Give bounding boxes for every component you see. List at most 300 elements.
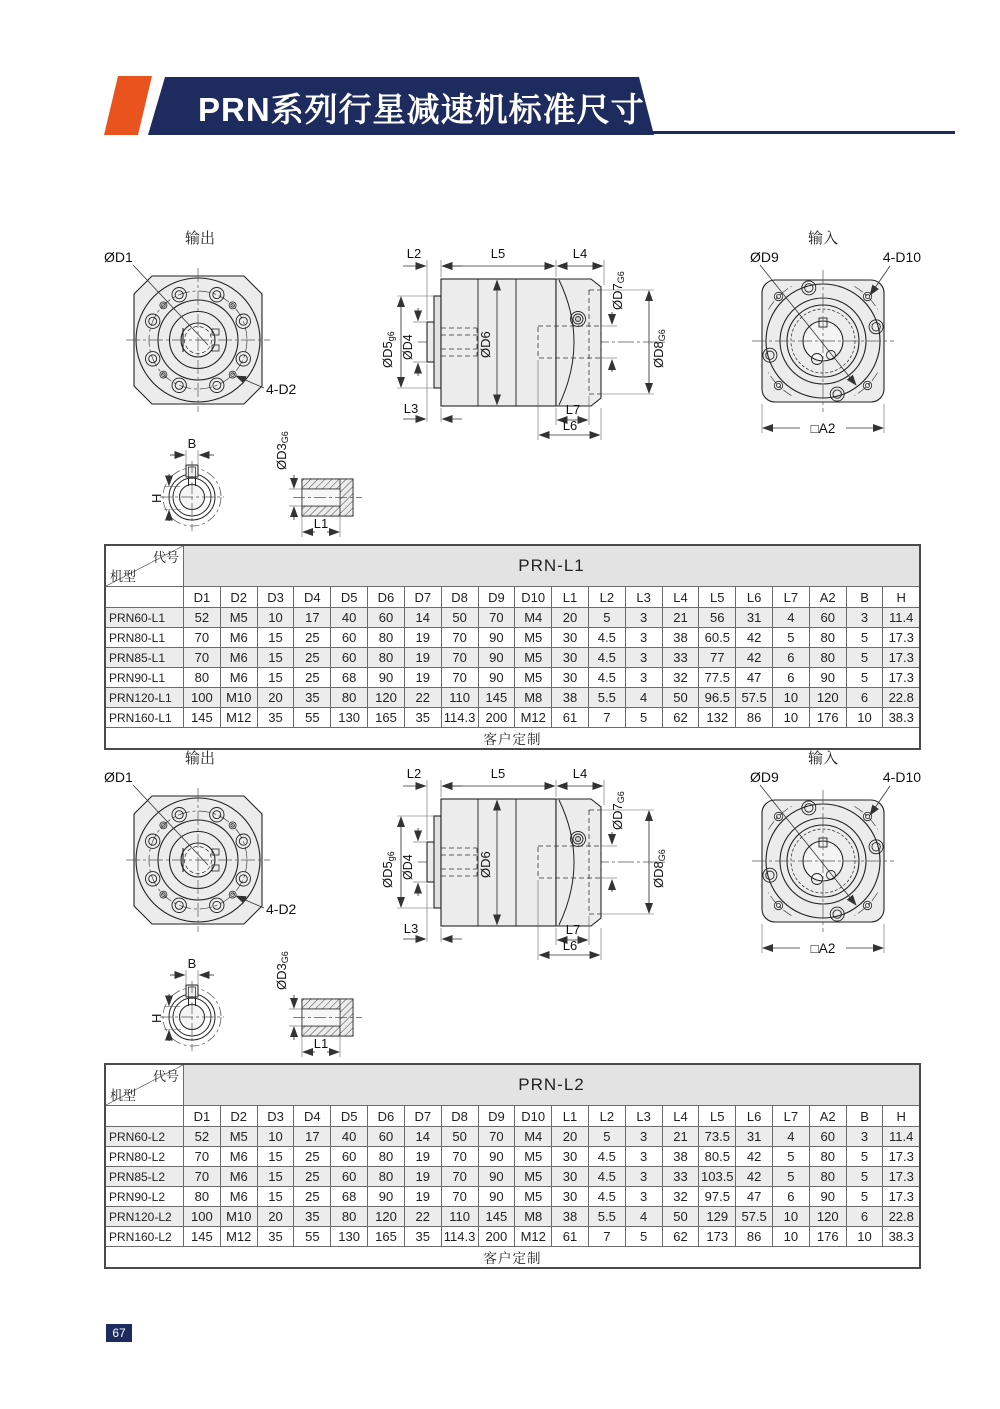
value-cell: 19: [404, 668, 441, 688]
value-cell: M5: [515, 1187, 552, 1207]
value-cell: 3: [625, 1187, 662, 1207]
value-cell: 22: [404, 688, 441, 708]
value-cell: 70: [184, 628, 221, 648]
value-cell: M6: [220, 628, 257, 648]
value-cell: 35: [404, 708, 441, 728]
value-cell: 42: [736, 1147, 773, 1167]
column-header: L6: [736, 587, 773, 608]
value-cell: M5: [515, 628, 552, 648]
column-header: L1: [552, 587, 589, 608]
value-cell: M12: [515, 708, 552, 728]
drawings-section-prn-l1: [0, 224, 1000, 542]
table-row: [105, 1227, 920, 1247]
value-cell: 25: [294, 628, 331, 648]
value-cell: M6: [220, 1167, 257, 1187]
value-cell: 35: [257, 708, 294, 728]
value-cell: 62: [662, 708, 699, 728]
value-cell: 30: [552, 1187, 589, 1207]
value-cell: 7: [588, 708, 625, 728]
value-cell: 145: [478, 688, 515, 708]
value-cell: 4.5: [588, 1147, 625, 1167]
value-cell: 80: [184, 668, 221, 688]
empty-header-cell: [105, 587, 184, 608]
value-cell: 176: [809, 1227, 846, 1247]
value-cell: 5: [846, 628, 883, 648]
value-cell: 40: [331, 1127, 368, 1147]
value-cell: 145: [478, 1207, 515, 1227]
value-cell: 6: [773, 648, 810, 668]
drawings-instance-2: [104, 750, 921, 1057]
value-cell: 20: [257, 688, 294, 708]
value-cell: 17.3: [883, 1187, 920, 1207]
model-cell: PRN85-L1: [105, 648, 184, 668]
value-cell: 130: [331, 1227, 368, 1247]
value-cell: 6: [846, 1207, 883, 1227]
value-cell: 6: [773, 668, 810, 688]
column-header: D5: [331, 1106, 368, 1127]
value-cell: M5: [515, 1167, 552, 1187]
table-row: [105, 1147, 920, 1167]
value-cell: 14: [404, 608, 441, 628]
value-cell: 86: [736, 708, 773, 728]
value-cell: M5: [220, 608, 257, 628]
value-cell: 70: [441, 1147, 478, 1167]
value-cell: 5.5: [588, 1207, 625, 1227]
model-cell: PRN60-L1: [105, 608, 184, 628]
column-header: L2: [588, 587, 625, 608]
column-header: L2: [588, 1106, 625, 1127]
value-cell: 10: [846, 708, 883, 728]
value-cell: 70: [441, 1187, 478, 1207]
value-cell: M6: [220, 668, 257, 688]
column-header: B: [846, 1106, 883, 1127]
value-cell: 52: [184, 1127, 221, 1147]
value-cell: 4: [773, 608, 810, 628]
value-cell: 5: [846, 648, 883, 668]
value-cell: 110: [441, 688, 478, 708]
value-cell: M6: [220, 1187, 257, 1207]
model-cell: PRN160-L1: [105, 708, 184, 728]
value-cell: 80: [368, 628, 405, 648]
value-cell: 80: [331, 1207, 368, 1227]
column-header: L6: [736, 1106, 773, 1127]
value-cell: M4: [515, 608, 552, 628]
value-cell: 110: [441, 1207, 478, 1227]
value-cell: 165: [368, 1227, 405, 1247]
column-header: D1: [184, 1106, 221, 1127]
value-cell: 56: [699, 608, 736, 628]
column-header: L5: [699, 587, 736, 608]
column-header-row: [105, 587, 920, 608]
value-cell: M5: [220, 1127, 257, 1147]
value-cell: 132: [699, 708, 736, 728]
value-cell: 4.5: [588, 628, 625, 648]
value-cell: 60: [331, 1147, 368, 1167]
value-cell: 97.5: [699, 1187, 736, 1207]
value-cell: 4: [625, 688, 662, 708]
value-cell: M4: [515, 1127, 552, 1147]
table-row: [105, 668, 920, 688]
value-cell: 42: [736, 648, 773, 668]
column-header: D10: [515, 1106, 552, 1127]
value-cell: 20: [257, 1207, 294, 1227]
value-cell: 176: [809, 708, 846, 728]
value-cell: 100: [184, 688, 221, 708]
value-cell: 5: [846, 1147, 883, 1167]
value-cell: 200: [478, 708, 515, 728]
value-cell: 62: [662, 1227, 699, 1247]
value-cell: 17.3: [883, 1147, 920, 1167]
value-cell: 60: [331, 628, 368, 648]
value-cell: 25: [294, 1187, 331, 1207]
corner-cell: [105, 545, 184, 587]
value-cell: 10: [773, 1227, 810, 1247]
value-cell: 25: [294, 668, 331, 688]
value-cell: 145: [184, 1227, 221, 1247]
value-cell: 80: [368, 1167, 405, 1187]
value-cell: 21: [662, 608, 699, 628]
value-cell: 70: [478, 1127, 515, 1147]
value-cell: 31: [736, 1127, 773, 1147]
value-cell: 4.5: [588, 668, 625, 688]
corner-cell: [105, 1064, 184, 1106]
value-cell: 55: [294, 1227, 331, 1247]
value-cell: M5: [515, 648, 552, 668]
table-footer: 客户定制: [105, 728, 920, 750]
value-cell: M5: [515, 668, 552, 688]
column-header: L1: [552, 1106, 589, 1127]
value-cell: 68: [331, 668, 368, 688]
value-cell: 90: [368, 668, 405, 688]
model-cell: PRN80-L2: [105, 1147, 184, 1167]
column-header: D9: [478, 587, 515, 608]
value-cell: 3: [846, 608, 883, 628]
value-cell: M10: [220, 1207, 257, 1227]
value-cell: 61: [552, 1227, 589, 1247]
column-header: A2: [809, 587, 846, 608]
value-cell: 6: [846, 688, 883, 708]
value-cell: 42: [736, 628, 773, 648]
value-cell: M12: [220, 708, 257, 728]
column-header: A2: [809, 1106, 846, 1127]
value-cell: 5: [773, 628, 810, 648]
corner-label-bottom: 机型: [110, 569, 137, 584]
value-cell: M8: [515, 1207, 552, 1227]
column-header: D4: [294, 1106, 331, 1127]
dimension-table-prn-l2: [104, 1063, 921, 1269]
table-footer: 客户定制: [105, 1247, 920, 1269]
value-cell: 19: [404, 1147, 441, 1167]
corner-label-top: 代号: [152, 1069, 179, 1084]
value-cell: 90: [478, 1187, 515, 1207]
value-cell: 52: [184, 608, 221, 628]
value-cell: 35: [294, 1207, 331, 1227]
column-header: D7: [404, 1106, 441, 1127]
value-cell: 60: [331, 1167, 368, 1187]
value-cell: 57.5: [736, 688, 773, 708]
value-cell: 11.4: [883, 1127, 920, 1147]
value-cell: 120: [368, 1207, 405, 1227]
value-cell: 70: [184, 1147, 221, 1167]
group-header: PRN-L2: [184, 1064, 921, 1106]
column-header: D2: [220, 1106, 257, 1127]
value-cell: 90: [478, 668, 515, 688]
value-cell: 33: [662, 1167, 699, 1187]
value-cell: 38: [552, 688, 589, 708]
column-header: D9: [478, 1106, 515, 1127]
value-cell: 35: [294, 688, 331, 708]
value-cell: 25: [294, 648, 331, 668]
value-cell: 80: [368, 648, 405, 668]
value-cell: 47: [736, 1187, 773, 1207]
column-header: L3: [625, 1106, 662, 1127]
table-row: [105, 628, 920, 648]
banner-orange-accent: [104, 76, 152, 135]
column-header: D3: [257, 1106, 294, 1127]
value-cell: 19: [404, 648, 441, 668]
value-cell: M12: [220, 1227, 257, 1247]
table-row: [105, 608, 920, 628]
model-cell: PRN120-L2: [105, 1207, 184, 1227]
value-cell: 4.5: [588, 1187, 625, 1207]
value-cell: 68: [331, 1187, 368, 1207]
value-cell: 90: [478, 628, 515, 648]
value-cell: M12: [515, 1227, 552, 1247]
value-cell: 60: [368, 1127, 405, 1147]
value-cell: 22.8: [883, 1207, 920, 1227]
value-cell: 200: [478, 1227, 515, 1247]
value-cell: 103.5: [699, 1167, 736, 1187]
table-row: [105, 1167, 920, 1187]
value-cell: 120: [809, 1207, 846, 1227]
value-cell: 15: [257, 1187, 294, 1207]
value-cell: 35: [257, 1227, 294, 1247]
value-cell: 4.5: [588, 1167, 625, 1187]
value-cell: 5: [625, 1227, 662, 1247]
value-cell: 19: [404, 628, 441, 648]
model-cell: PRN80-L1: [105, 628, 184, 648]
column-header: L4: [662, 587, 699, 608]
value-cell: 5: [846, 1167, 883, 1187]
column-header: D2: [220, 587, 257, 608]
value-cell: 22: [404, 1207, 441, 1227]
value-cell: 3: [625, 1127, 662, 1147]
value-cell: 129: [699, 1207, 736, 1227]
value-cell: 17.3: [883, 648, 920, 668]
corner-label-top: 代号: [152, 550, 179, 565]
value-cell: 10: [773, 708, 810, 728]
value-cell: 30: [552, 648, 589, 668]
value-cell: 70: [441, 648, 478, 668]
value-cell: 114.3: [441, 1227, 478, 1247]
value-cell: 3: [625, 668, 662, 688]
value-cell: 6: [773, 1187, 810, 1207]
value-cell: 120: [368, 688, 405, 708]
value-cell: 38.3: [883, 708, 920, 728]
value-cell: 5: [625, 708, 662, 728]
value-cell: 42: [736, 1167, 773, 1187]
column-header: D1: [184, 587, 221, 608]
value-cell: 57.5: [736, 1207, 773, 1227]
value-cell: 38: [662, 628, 699, 648]
value-cell: 3: [625, 628, 662, 648]
value-cell: 70: [478, 608, 515, 628]
value-cell: 22.8: [883, 688, 920, 708]
column-header: L5: [699, 1106, 736, 1127]
drawings-section-prn-l2: [0, 744, 1000, 1062]
group-header-row: [105, 1064, 920, 1106]
value-cell: 4: [625, 1207, 662, 1227]
value-cell: 10: [773, 1207, 810, 1227]
value-cell: 17.3: [883, 1167, 920, 1187]
value-cell: 17: [294, 1127, 331, 1147]
drawings-instance-1: [104, 230, 921, 537]
column-header: H: [883, 587, 920, 608]
value-cell: 30: [552, 1147, 589, 1167]
value-cell: 5.5: [588, 688, 625, 708]
corner-label-bottom: 机型: [110, 1088, 137, 1103]
value-cell: 70: [184, 648, 221, 668]
value-cell: M8: [515, 688, 552, 708]
banner-underline: [610, 131, 955, 134]
value-cell: 165: [368, 708, 405, 728]
value-cell: 20: [552, 608, 589, 628]
column-header: D5: [331, 587, 368, 608]
value-cell: 50: [441, 608, 478, 628]
value-cell: 10: [846, 1227, 883, 1247]
value-cell: 3: [625, 608, 662, 628]
page-title: PRN系列行星减速机标准尺寸: [198, 91, 645, 128]
value-cell: 15: [257, 628, 294, 648]
value-cell: 10: [773, 688, 810, 708]
value-cell: 5: [846, 1187, 883, 1207]
value-cell: 60: [809, 1127, 846, 1147]
column-header: H: [883, 1106, 920, 1127]
value-cell: 96.5: [699, 688, 736, 708]
value-cell: 19: [404, 1167, 441, 1187]
value-cell: M6: [220, 1147, 257, 1167]
value-cell: 32: [662, 1187, 699, 1207]
value-cell: 70: [441, 628, 478, 648]
model-cell: PRN85-L2: [105, 1167, 184, 1187]
value-cell: 3: [846, 1127, 883, 1147]
value-cell: 17: [294, 608, 331, 628]
value-cell: 60: [809, 608, 846, 628]
value-cell: 31: [736, 608, 773, 628]
value-cell: 80: [368, 1147, 405, 1167]
value-cell: 80: [809, 628, 846, 648]
value-cell: 70: [184, 1167, 221, 1187]
value-cell: 15: [257, 648, 294, 668]
column-header: L7: [773, 587, 810, 608]
value-cell: 5: [846, 668, 883, 688]
value-cell: 38: [552, 1207, 589, 1227]
value-cell: 30: [552, 1167, 589, 1187]
group-header-row: [105, 545, 920, 587]
value-cell: 30: [552, 668, 589, 688]
value-cell: 25: [294, 1167, 331, 1187]
table-row: [105, 708, 920, 728]
value-cell: 32: [662, 668, 699, 688]
column-header-row: [105, 1106, 920, 1127]
footer-row: [105, 1247, 920, 1269]
value-cell: 3: [625, 1167, 662, 1187]
value-cell: 114.3: [441, 708, 478, 728]
value-cell: 25: [294, 1147, 331, 1167]
page-number-badge: 67: [106, 1324, 132, 1342]
value-cell: 5: [773, 1167, 810, 1187]
table-row: [105, 648, 920, 668]
value-cell: 4: [773, 1127, 810, 1147]
value-cell: 60: [368, 608, 405, 628]
value-cell: 173: [699, 1227, 736, 1247]
value-cell: 90: [809, 1187, 846, 1207]
value-cell: 90: [478, 648, 515, 668]
column-header: B: [846, 587, 883, 608]
table-row: [105, 1187, 920, 1207]
value-cell: 35: [404, 1227, 441, 1247]
value-cell: 77: [699, 648, 736, 668]
column-header: D6: [368, 1106, 405, 1127]
value-cell: 4.5: [588, 648, 625, 668]
value-cell: 86: [736, 1227, 773, 1247]
column-header: D10: [515, 587, 552, 608]
value-cell: 15: [257, 1147, 294, 1167]
model-cell: PRN90-L1: [105, 668, 184, 688]
group-header: PRN-L1: [184, 545, 921, 587]
value-cell: 77.5: [699, 668, 736, 688]
value-cell: 100: [184, 1207, 221, 1227]
column-header: D8: [441, 587, 478, 608]
column-header: D6: [368, 587, 405, 608]
value-cell: 17.3: [883, 668, 920, 688]
column-header: D4: [294, 587, 331, 608]
value-cell: 33: [662, 648, 699, 668]
value-cell: 38: [662, 1147, 699, 1167]
value-cell: 90: [809, 668, 846, 688]
value-cell: 55: [294, 708, 331, 728]
column-header: D7: [404, 587, 441, 608]
value-cell: 15: [257, 668, 294, 688]
value-cell: 47: [736, 668, 773, 688]
value-cell: 90: [478, 1167, 515, 1187]
value-cell: 80: [809, 1147, 846, 1167]
model-cell: PRN60-L2: [105, 1127, 184, 1147]
value-cell: M6: [220, 648, 257, 668]
value-cell: 50: [662, 1207, 699, 1227]
value-cell: 90: [368, 1187, 405, 1207]
column-header: L4: [662, 1106, 699, 1127]
value-cell: 80: [809, 648, 846, 668]
value-cell: 70: [441, 1167, 478, 1187]
value-cell: 60: [331, 648, 368, 668]
value-cell: 80.5: [699, 1147, 736, 1167]
value-cell: 80: [809, 1167, 846, 1187]
value-cell: 7: [588, 1227, 625, 1247]
value-cell: 50: [662, 688, 699, 708]
value-cell: 38.3: [883, 1227, 920, 1247]
value-cell: 10: [257, 608, 294, 628]
value-cell: 73.5: [699, 1127, 736, 1147]
value-cell: 19: [404, 1187, 441, 1207]
value-cell: 14: [404, 1127, 441, 1147]
value-cell: 3: [625, 1147, 662, 1167]
value-cell: 50: [441, 1127, 478, 1147]
value-cell: 21: [662, 1127, 699, 1147]
column-header: L7: [773, 1106, 810, 1127]
column-header: L3: [625, 587, 662, 608]
value-cell: 40: [331, 608, 368, 628]
